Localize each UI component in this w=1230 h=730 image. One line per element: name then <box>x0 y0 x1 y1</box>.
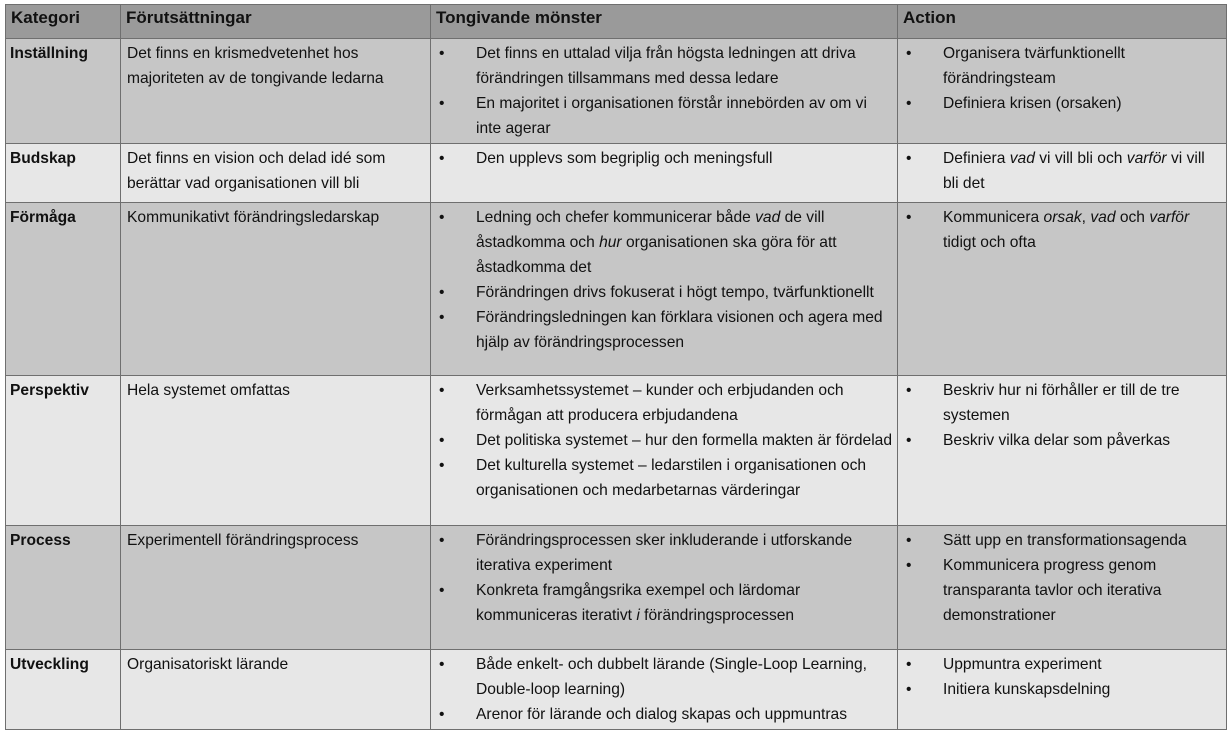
header-tongivande-monster: Tongivande mönster <box>431 5 898 39</box>
table-row <box>6 526 1227 650</box>
list-item: • Sätt upp en transformationsagenda <box>904 528 1222 553</box>
action-list <box>904 652 1222 702</box>
forutsattning-cell: Organisatoriskt lärande <box>121 650 431 730</box>
list-item: • En majoritet i organisationen förstår innebörden av om vi inte agerar <box>437 91 893 141</box>
list-item: • Det politiska systemet – hur den formella makten är fördelad <box>437 428 893 453</box>
action-list <box>904 378 1222 453</box>
forutsattning-cell: Kommunikativt förändringsledarskap <box>121 203 431 376</box>
list-item: • Arenor för lärande och dialog skapas och uppmuntras <box>437 702 893 727</box>
header-row <box>6 5 1227 39</box>
monster-cell <box>431 203 898 376</box>
list-item: • Det finns en uttalad vilja från högsta ledningen att driva förändringen tillsammans med dessa ledare <box>437 41 893 91</box>
action-cell <box>898 650 1227 730</box>
action-cell <box>898 39 1227 144</box>
list-item: • Förändringen drivs fokuserat i högt tempo, tvärfunktionellt <box>437 280 893 305</box>
list-item: • Det kulturella systemet – ledarstilen i organisationen och organisationen och medarbetarnas värderingar <box>437 453 893 503</box>
monster-list <box>437 146 893 171</box>
forutsattning-cell: Hela systemet omfattas <box>121 376 431 526</box>
table-row <box>6 650 1227 730</box>
list-item: • Definiera vad vi vill bli och varför vi vill bli det <box>904 146 1222 196</box>
table-row <box>6 376 1227 526</box>
monster-list <box>437 528 893 628</box>
kategori-cell: Inställning <box>6 39 121 144</box>
list-item: • Uppmuntra experiment <box>904 652 1222 677</box>
action-list <box>904 205 1222 255</box>
action-list <box>904 41 1222 116</box>
list-item: • Organisera tvärfunktionellt förändringsteam <box>904 41 1222 91</box>
table-row <box>6 39 1227 144</box>
monster-cell <box>431 144 898 203</box>
table-row <box>6 203 1227 376</box>
action-list <box>904 528 1222 628</box>
list-item: • Den upplevs som begriplig och meningsfull <box>437 146 893 171</box>
header-forutsattningar: Förutsättningar <box>121 5 431 39</box>
forutsattning-cell: Det finns en krismedvetenhet hos majoriteten av de tongivande ledarna <box>121 39 431 144</box>
list-item: • Kommunicera progress genom transparanta tavlor och iterativa demonstrationer <box>904 553 1222 628</box>
kategori-cell: Perspektiv <box>6 376 121 526</box>
monster-cell <box>431 526 898 650</box>
kategori-cell: Förmåga <box>6 203 121 376</box>
kategori-cell: Budskap <box>6 144 121 203</box>
action-cell <box>898 203 1227 376</box>
monster-cell <box>431 376 898 526</box>
list-item: • Initiera kunskapsdelning <box>904 677 1222 702</box>
monster-cell <box>431 39 898 144</box>
action-cell <box>898 526 1227 650</box>
list-item: • Både enkelt- och dubbelt lärande (Single-Loop Learning, Double-loop learning) <box>437 652 893 702</box>
action-list <box>904 146 1222 196</box>
list-item: • Kommunicera orsak, vad och varför tidigt och ofta <box>904 205 1222 255</box>
list-item: • Verksamhetssystemet – kunder och erbjudanden och förmågan att producera erbjudandena <box>437 378 893 428</box>
monster-list <box>437 652 893 727</box>
kategori-cell: Process <box>6 526 121 650</box>
list-item: • Ledning och chefer kommunicerar både vad de vill åstadkomma och hur organisationen ska göra för att åstadkomma det <box>437 205 893 280</box>
monster-list <box>437 41 893 141</box>
change-framework-table <box>5 4 1227 730</box>
forutsattning-cell: Experimentell förändringsprocess <box>121 526 431 650</box>
list-item: • Definiera krisen (orsaken) <box>904 91 1222 116</box>
list-item: • Förändringsprocessen sker inkluderande i utforskande iterativa experiment <box>437 528 893 578</box>
list-item: • Beskriv hur ni förhåller er till de tre systemen <box>904 378 1222 428</box>
list-item: • Beskriv vilka delar som påverkas <box>904 428 1222 453</box>
action-cell <box>898 376 1227 526</box>
monster-list <box>437 378 893 503</box>
list-item: • Förändringsledningen kan förklara visionen och agera med hjälp av förändringsprocessen <box>437 305 893 355</box>
kategori-cell: Utveckling <box>6 650 121 730</box>
monster-list <box>437 205 893 355</box>
forutsattning-cell: Det finns en vision och delad idé som berättar vad organisationen vill bli <box>121 144 431 203</box>
action-cell <box>898 144 1227 203</box>
header-action: Action <box>898 5 1227 39</box>
header-kategori: Kategori <box>6 5 121 39</box>
list-item: • Konkreta framgångsrika exempel och lärdomar kommuniceras iterativt i förändringsprocessen <box>437 578 893 628</box>
monster-cell <box>431 650 898 730</box>
table-row <box>6 144 1227 203</box>
